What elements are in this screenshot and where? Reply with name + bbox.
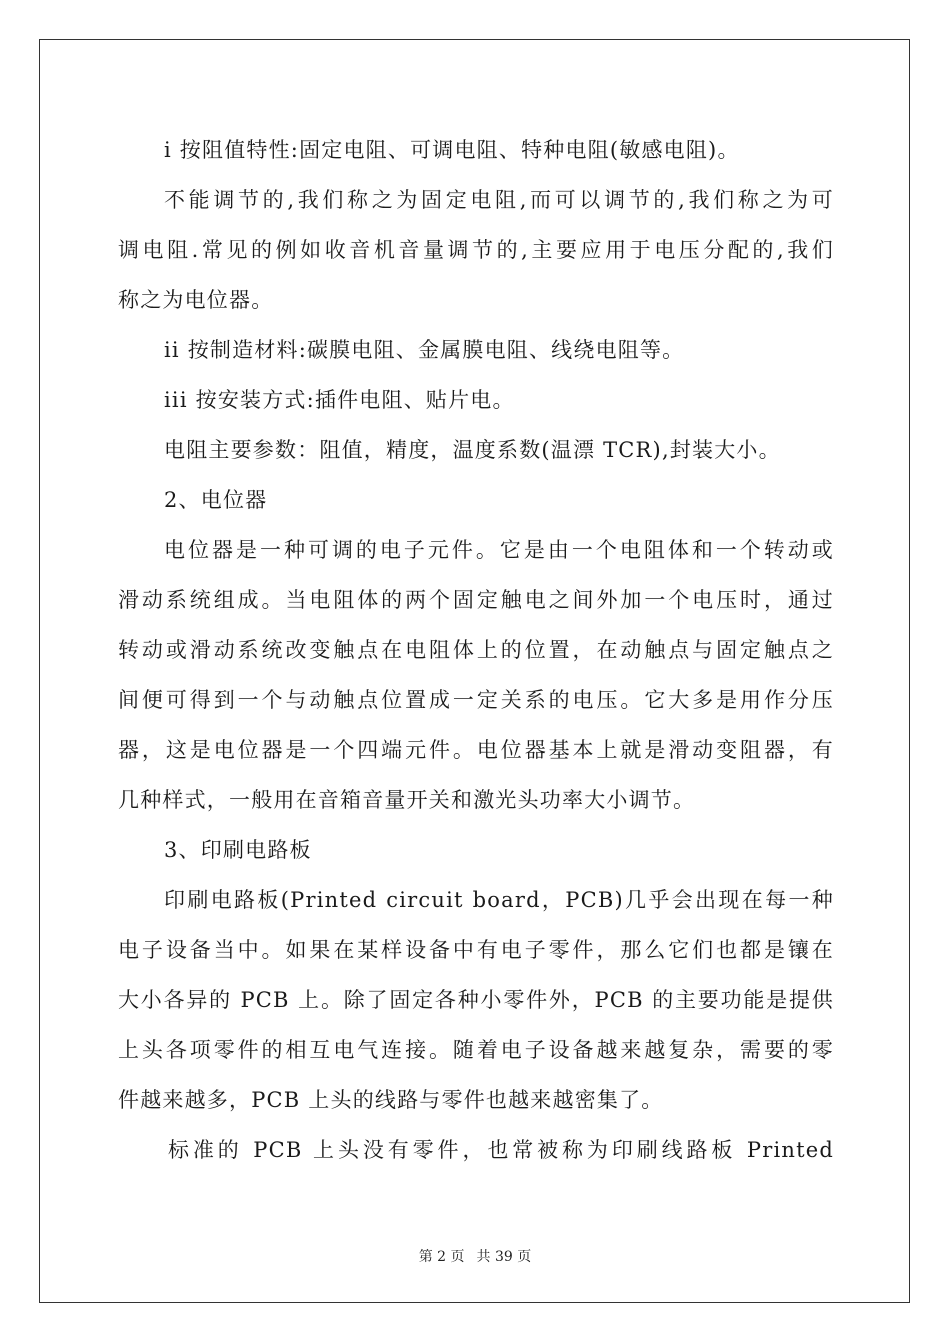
paragraph-line: 件越来越多，PCB 上头的线路与零件也越来越密集了。 <box>118 1088 664 1112</box>
paragraph-line: 电子设备当中。如果在某样设备中有电子零件，那么它们也都是镶在 <box>118 938 834 962</box>
paragraph-line: 滑动系统组成。当电阻体的两个固定触电之间外加一个电压时，通过 <box>118 588 834 612</box>
paragraph-line: ii 按制造材料:碳膜电阻、金属膜电阻、线绕电阻等。 <box>164 338 685 362</box>
paragraph-line: 调电阻.常见的例如收音机音量调节的,主要应用于电压分配的,我们 <box>118 238 834 262</box>
paragraph-line: 不能调节的,我们称之为固定电阻,而可以调节的,我们称之为可 <box>164 188 834 212</box>
paragraph-line: 几种样式，一般用在音箱音量开关和激光头功率大小调节。 <box>118 788 696 812</box>
paragraph-line: 上头各项零件的相互电气连接。随着电子设备越来越复杂，需要的零 <box>118 1038 834 1062</box>
paragraph-line: 标准的 PCB 上头没有零件，也常被称为印刷线路板 Printed <box>168 1138 834 1162</box>
paragraph-line: 器，这是电位器是一个四端元件。电位器基本上就是滑动变阻器，有 <box>118 738 834 762</box>
paragraph-line: 间便可得到一个与动触点位置成一定关系的电压。它大多是用作分压 <box>118 688 834 712</box>
page-footer <box>0 1246 950 1266</box>
paragraph-line: iii 按安装方式:插件电阻、贴片电。 <box>164 388 515 412</box>
page-total: 共 39 页 <box>476 1249 532 1265</box>
paragraph-line: 称之为电位器。 <box>118 288 274 312</box>
document-body <box>118 125 834 1175</box>
paragraph-line: 电位器是一种可调的电子元件。它是由一个电阻体和一个转动或 <box>164 538 834 562</box>
page-number: 第 2 页 <box>418 1249 465 1265</box>
paragraph-line: i 按阻值特性:固定电阻、可调电阻、特种电阻(敏感电阻)。 <box>164 138 740 162</box>
paragraph-line: 印刷电路板(Printed circuit board，PCB)几乎会出现在每一种 <box>164 888 834 912</box>
section-heading: 3、印刷电路板 <box>164 838 312 862</box>
section-heading: 2、电位器 <box>164 488 268 512</box>
paragraph-line: 转动或滑动系统改变触点在电阻体上的位置，在动触点与固定触点之 <box>118 638 834 662</box>
paragraph-line: 大小各异的 PCB 上。除了固定各种小零件外，PCB 的主要功能是提供 <box>118 988 834 1012</box>
paragraph-line: 电阻主要参数：阻值，精度，温度系数(温漂 TCR),封装大小。 <box>164 438 781 462</box>
